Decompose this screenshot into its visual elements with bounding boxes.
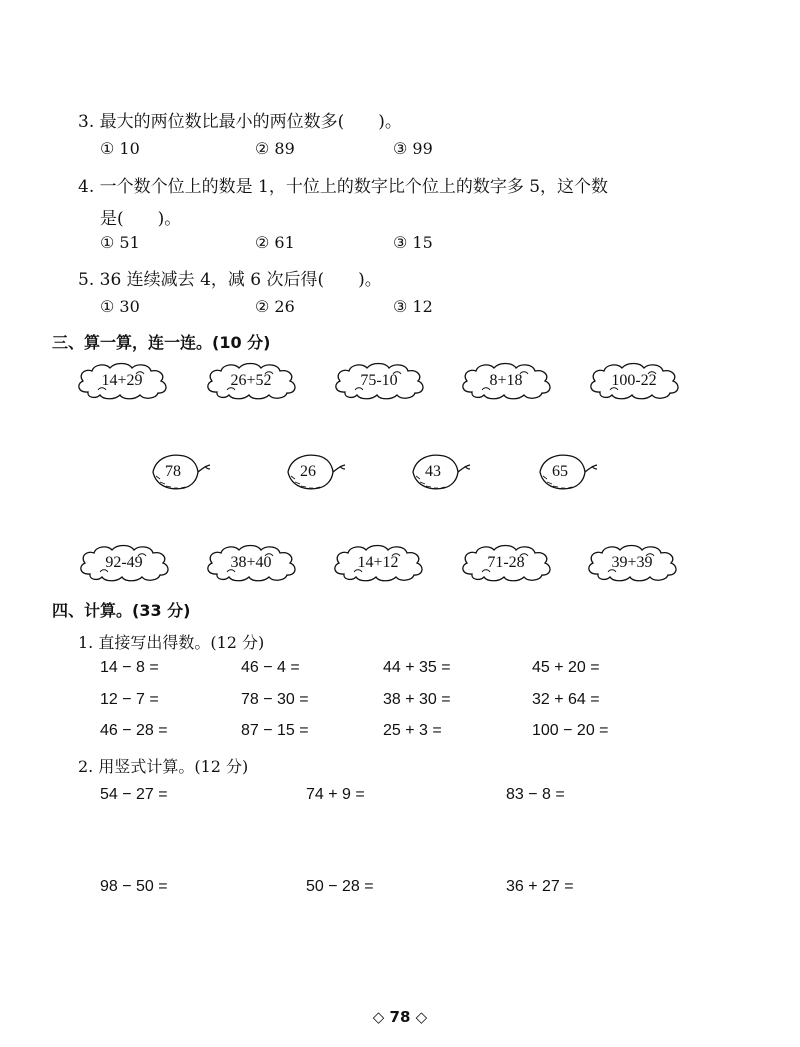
oral-calc-r2c1: 12 − 7 = [100,691,159,708]
oral-calc-r1c1: 14 − 8 = [100,659,159,676]
question-4-text-cont: 是( )。 [100,209,182,229]
cloud-bottom-4-label: 71-28 [487,554,525,571]
question-5-option-1: ① 30 [100,297,140,316]
cloud-bottom-5 [584,544,680,582]
oral-calc-r2c2: 78 − 30 = [241,691,309,708]
vertical-calc-r2c2: 50 − 28 = [306,878,374,895]
leaf-2 [285,452,347,492]
cloud-top-2-label: 26+52 [230,372,272,389]
cloud-bottom-2-label: 38+40 [230,554,272,571]
cloud-top-2 [203,362,299,400]
question-5-option-2: ② 26 [255,297,295,316]
question-4-text: 4. 一个数个位上的数是 1，十位上的数字比个位上的数字多 5，这个数 [78,177,609,197]
question-4-option-2: ② 61 [255,233,295,252]
oral-calc-r1c3: 44 + 35 = [383,659,451,676]
vertical-calc-r1c1: 54 − 27 = [100,786,168,803]
oral-calc-r3c2: 87 − 15 = [241,722,309,739]
cloud-bottom-1 [76,544,172,582]
cloud-top-4-label: 8+18 [489,372,523,389]
cloud-bottom-2 [203,544,299,582]
leaf-3 [410,452,472,492]
question-3-option-3: ③ 99 [393,139,433,158]
question-5-option-3: ③ 12 [393,297,433,316]
vertical-calc-r2c1: 98 − 50 = [100,878,168,895]
cloud-bottom-4 [458,544,554,582]
leaf-4 [537,452,599,492]
oral-calc-r1c4: 45 + 20 = [532,659,600,676]
question-3-option-1: ① 10 [100,139,140,158]
cloud-top-1 [74,362,170,400]
cloud-bottom-5-label: 39+39 [611,554,653,571]
section-3-title: 三、算一算，连一连。(10 分) [52,333,271,352]
oral-calc-r3c3: 25 + 3 = [383,722,442,739]
vertical-calc-r2c3: 36 + 27 = [506,878,574,895]
oral-calc-r1c2: 46 − 4 = [241,659,300,676]
question-5-text: 5. 36 连续减去 4，减 6 次后得( )。 [78,270,382,290]
leaf-4-label: 65 [552,463,568,480]
leaf-2-label: 26 [300,463,316,480]
leaf-1 [150,452,212,492]
question-3-text: 3. 最大的两位数比最小的两位数多( )。 [78,112,402,132]
section-4-title: 四、计算。(33 分) [52,601,191,620]
vertical-calc-r1c3: 83 − 8 = [506,786,565,803]
question-4-option-1: ① 51 [100,233,140,252]
part-2-title: 2. 用竖式计算。(12 分) [78,757,249,776]
question-3-option-2: ② 89 [255,139,295,158]
page-number: ◇ 78 ◇ [372,1008,428,1026]
oral-calc-r2c4: 32 + 64 = [532,691,600,708]
cloud-top-3 [331,362,427,400]
cloud-bottom-3-label: 14+12 [357,554,399,571]
leaf-3-label: 43 [425,463,441,480]
leaf-1-label: 78 [165,463,181,480]
cloud-top-5-label: 100-22 [611,372,657,389]
part-1-title: 1. 直接写出得数。(12 分) [78,633,265,652]
cloud-bottom-1-label: 92-49 [105,554,143,571]
cloud-top-5 [586,362,682,400]
cloud-bottom-3 [330,544,426,582]
oral-calc-r3c1: 46 − 28 = [100,722,168,739]
oral-calc-r3c4: 100 − 20 = [532,722,609,739]
cloud-top-3-label: 75-10 [360,372,398,389]
cloud-top-4 [458,362,554,400]
question-4-option-3: ③ 15 [393,233,433,252]
vertical-calc-r1c2: 74 + 9 = [306,786,365,803]
cloud-top-1-label: 14+29 [101,372,143,389]
oral-calc-r2c3: 38 + 30 = [383,691,451,708]
